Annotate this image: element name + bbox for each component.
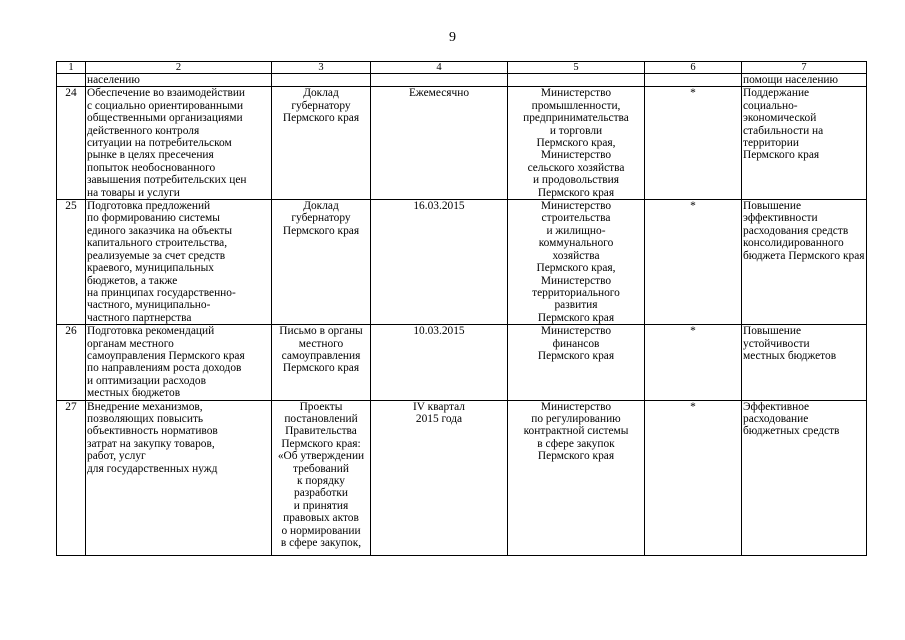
row-result: Доклад губернатору Пермского края [272,200,371,325]
page-number: 9 [449,30,456,45]
action-plan-table [56,61,867,556]
table-row [57,400,867,555]
header-cell-4: 4 [371,62,508,74]
row-funding: * [645,400,742,555]
row-deadline: 16.03.2015 [371,200,508,325]
row-action: Подготовка рекомендаций органам местного самоуправления Пермского края по направлениям роста доходов и оптимизации расходов местных бюджетов [86,325,272,400]
row-action: Внедрение механизмов, позволяющих повысить объективность нормативов затрат на закупку товаров, работ, услуг для государственных нужд [86,400,272,555]
row-effect: Повышение устойчивости местных бюджетов [742,325,867,400]
row-number: 25 [57,200,86,325]
row-responsible: Министерство строительства и жилищно- коммунального хозяйства Пермского края, Министерство территориального развития Пермского края [508,200,645,325]
row-action: Подготовка предложений по формированию системы единого заказчика на объекты капитального строительства, реализуемые за счет средств краевого, муниципальных бюджетов, а также на принципах государственно- частного, муниципально- частного партнерства [86,200,272,325]
row-number: 27 [57,400,86,555]
row-funding: * [645,200,742,325]
row-number: 26 [57,325,86,400]
row-effect: Поддержание социально- экономической стабильности на территории Пермского края [742,87,867,200]
continuation-num [57,74,86,87]
table-row [57,87,867,200]
row-responsible: Министерство финансов Пермского края [508,325,645,400]
header-cell-5: 5 [508,62,645,74]
continuation-effect: помощи населению [742,74,867,87]
continuation-deadline [371,74,508,87]
header-cell-7: 7 [742,62,867,74]
table-row [57,325,867,400]
header-row [57,62,867,74]
row-result: Доклад губернатору Пермского края [272,87,371,200]
continuation-result [272,74,371,87]
row-result: Письмо в органы местного самоуправления Пермского края [272,325,371,400]
header-cell-2: 2 [86,62,272,74]
row-deadline: Ежемесячно [371,87,508,200]
row-funding: * [645,325,742,400]
row-effect: Эффективное расходование бюджетных средств [742,400,867,555]
row-deadline: IV квартал 2015 года [371,400,508,555]
continuation-row [57,74,867,87]
table-row [57,200,867,325]
row-responsible: Министерство по регулированию контрактной системы в сфере закупок Пермского края [508,400,645,555]
continuation-action: населению [86,74,272,87]
row-deadline: 10.03.2015 [371,325,508,400]
row-responsible: Министерство промышленности, предпринимательства и торговли Пермского края, Министерство сельского хозяйства и продовольствия Пермского края [508,87,645,200]
continuation-responsible [508,74,645,87]
row-action: Обеспечение во взаимодействии с социально ориентированными общественными организациями действенного контроля ситуации на потребительском рынке в целях пресечения попыток необоснованного завышения потребительских цен на товары и услуги [86,87,272,200]
row-funding: * [645,87,742,200]
header-cell-6: 6 [645,62,742,74]
row-effect: Повышение эффективности расходования средств консолидированного бюджета Пермского края [742,200,867,325]
row-number: 24 [57,87,86,200]
continuation-funding [645,74,742,87]
header-cell-3: 3 [272,62,371,74]
header-cell-1: 1 [57,62,86,74]
row-result: Проекты постановлений Правительства Пермского края: «Об утверждении требований к порядку разработки и принятия правовых актов о нормировании в сфере закупок, [272,400,371,555]
